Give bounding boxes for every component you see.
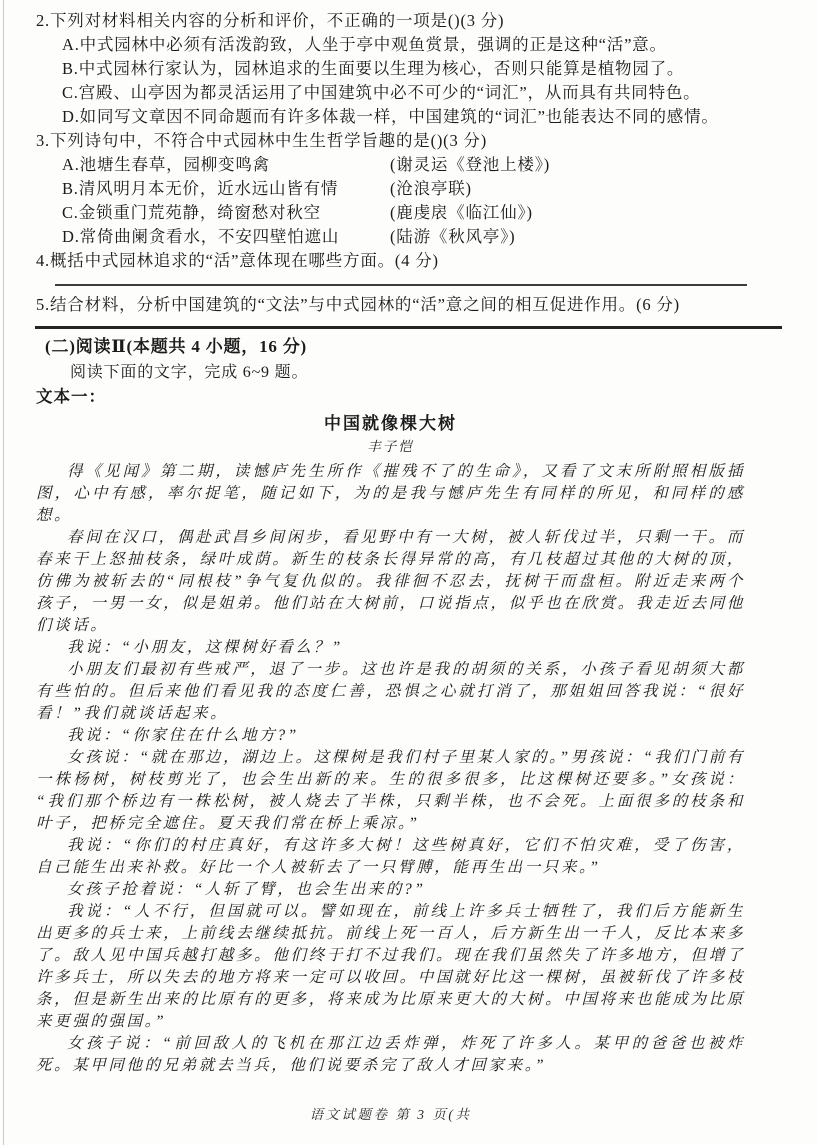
divider-thin: [55, 284, 747, 286]
poem-source: (谢灵运《登池上楼》): [390, 155, 551, 174]
divider-thick: [35, 326, 782, 329]
article-paragraph: 我说：“小朋友，这棵树好看么？”: [67, 639, 343, 656]
question-2-stem: 2.下列对材料相关内容的分析和评价，不正确的一项是()(3 分): [36, 11, 505, 30]
article-paragraph: 我说：“你家住在什么地方?”: [67, 727, 299, 744]
question-2: [36, 9, 745, 129]
article-paragraph: 女孩说：“就在那边，湖边上。这棵树是我们村子里某人家的。”男孩说：“我们门前有一株杨树，树枝剪光了，也会生出新的来。生的很多很多，比这棵树还要多。”女孩说：“我们那个桥边有一株松树，被人烧去了半株，只剩半株，也不会死。上面很多的枝条和叶子，把桥完全遮住。夏天我们常在桥上乘凉。”: [36, 749, 745, 832]
question-3-stem: 3.下列诗句中，不符合中式园林中生生哲学旨趣的是()(3 分): [36, 131, 488, 150]
page-footer: 语文试题卷 第 3 页(共: [309, 1106, 472, 1122]
poem-source: (鹿虔扆《临江仙》): [390, 203, 533, 222]
article-paragraph: 女孩子说：“前回敌人的飞机在那江边丢炸弹，炸死了许多人。某甲的爸爸也被炸死。某甲同他的兄弟就去当兵，他们说要杀完了敌人才回家来。”: [36, 1035, 745, 1074]
article-author: 丰子恺: [367, 439, 414, 454]
poem-line: C.金锁重门荒苑静，绮窗愁对秋空: [62, 203, 321, 222]
question-2-option-c: C.宫殿、山亭因为都灵活运用了中国建筑中必不可少的“词汇”，从而具有共同特色。: [62, 83, 701, 102]
poem-line: D.常倚曲阑贪看水，不安四壁怕遮山: [62, 227, 340, 246]
article-paragraph: 我说：“人不行，但国就可以。譬如现在，前线上许多兵士牺牲了，我们后方能新生出更多的兵士来，上前线去继续抵抗。前线上死一百人，后方新生出一千人，反比本来多了。敌人见中国兵越打越多。他们终于打不过我们。现在我们虽然失了许多地方，但增了许多兵士，所以失去的地方将来一定可以收回。中国就好比这一棵树，虽被斩伐了许多枝条，但是新生出来的比原有的更多，将来成为比原来更大的大树。中国将来也能成为比原来更强的强国。”: [36, 903, 745, 1030]
text-one-label: 文本一：: [36, 387, 106, 406]
question-3-option-b: [62, 177, 745, 201]
article-paragraph: 我说：“你们的村庄真好，有这许多大树！这些树真好，它们不怕灾难，受了伤害，自己能生出来补救。好比一个人被斩去了一只臂膊，能再生出一只来。”: [36, 837, 745, 876]
question-5-stem: 5.结合材料，分析中国建筑的“文法”与中式园林的“活”意之间的相互促进作用。(6 分): [36, 295, 680, 314]
article-paragraph: 女孩子抢着说：“人斩了臂，也会生出来的?”: [67, 881, 426, 898]
poem-line: A.池塘生春草，园柳变鸣禽: [62, 155, 270, 174]
question-3-option-c: [62, 201, 745, 225]
question-2-option-b: B.中式园林行家认为，园林追求的生面要以生理为核心，否则只能算是植物园了。: [62, 59, 685, 78]
article-paragraph: 得《见闻》第二期，读憾庐先生所作《摧残不了的生命》，又看了文末所附照相版插图，心中有感，率尔捉笔，随记如下，为的是我与憾庐先生有同样的所见，和同样的感想。: [36, 463, 745, 524]
section-2-heading: (二)阅读Ⅱ(本题共 4 小题，16 分): [45, 337, 308, 356]
poem-source: (沧浪亭联): [390, 179, 472, 198]
article-paragraph: 春间在汉口，偶赴武昌乡间闲步，看见野中有一大树，被人斩伐过半，只剩一干。而春来干上怒抽枝条，绿叶成荫。新生的枝条长得异常的高，有几枝超过其他的大树的顶，仿佛为被斩去的“同根枝”争气复仇似的。我徘徊不忍去，抚树干而盘桓。附近走来两个孩子，一男一女，似是姐弟。他们站在大树前，口说指点，似乎也在欣赏。我走近去同他们谈话。: [36, 529, 745, 634]
scan-edge-line: [3, 0, 4, 1145]
article-title: 中国就像棵大树: [324, 414, 457, 433]
question-3: [36, 129, 745, 249]
article-paragraph: 小朋友们最初有些戒严，退了一步。这也许是我的胡须的关系，小孩子看见胡须大都有些怕的。但后来他们看见我的态度仁善，恐惧之心就打消了，那姐姐回答我说：“很好看！”我们就谈话起来。: [36, 661, 745, 722]
question-2-option-a: A.中式园林中必须有活泼韵致，人坐于亭中观鱼赏景，强调的正是这种“活”意。: [62, 35, 667, 54]
poem-line: B.清风明月本无价，近水远山皆有情: [62, 179, 339, 198]
question-4-stem: 4.概括中式园林追求的“活”意体现在哪些方面。(4 分): [36, 251, 439, 270]
article-body: [36, 461, 745, 1077]
question-3-option-a: [62, 153, 745, 177]
question-3-option-d: [62, 225, 745, 249]
question-2-option-d: D.如同写文章因不同命题而有许多体裁一样，中国建筑的“词汇”也能表达不同的感情。: [62, 107, 719, 126]
poem-source: (陆游《秋风亭》): [390, 227, 516, 246]
section-2-instruction: 阅读下面的文字，完成 6~9 题。: [70, 364, 309, 381]
